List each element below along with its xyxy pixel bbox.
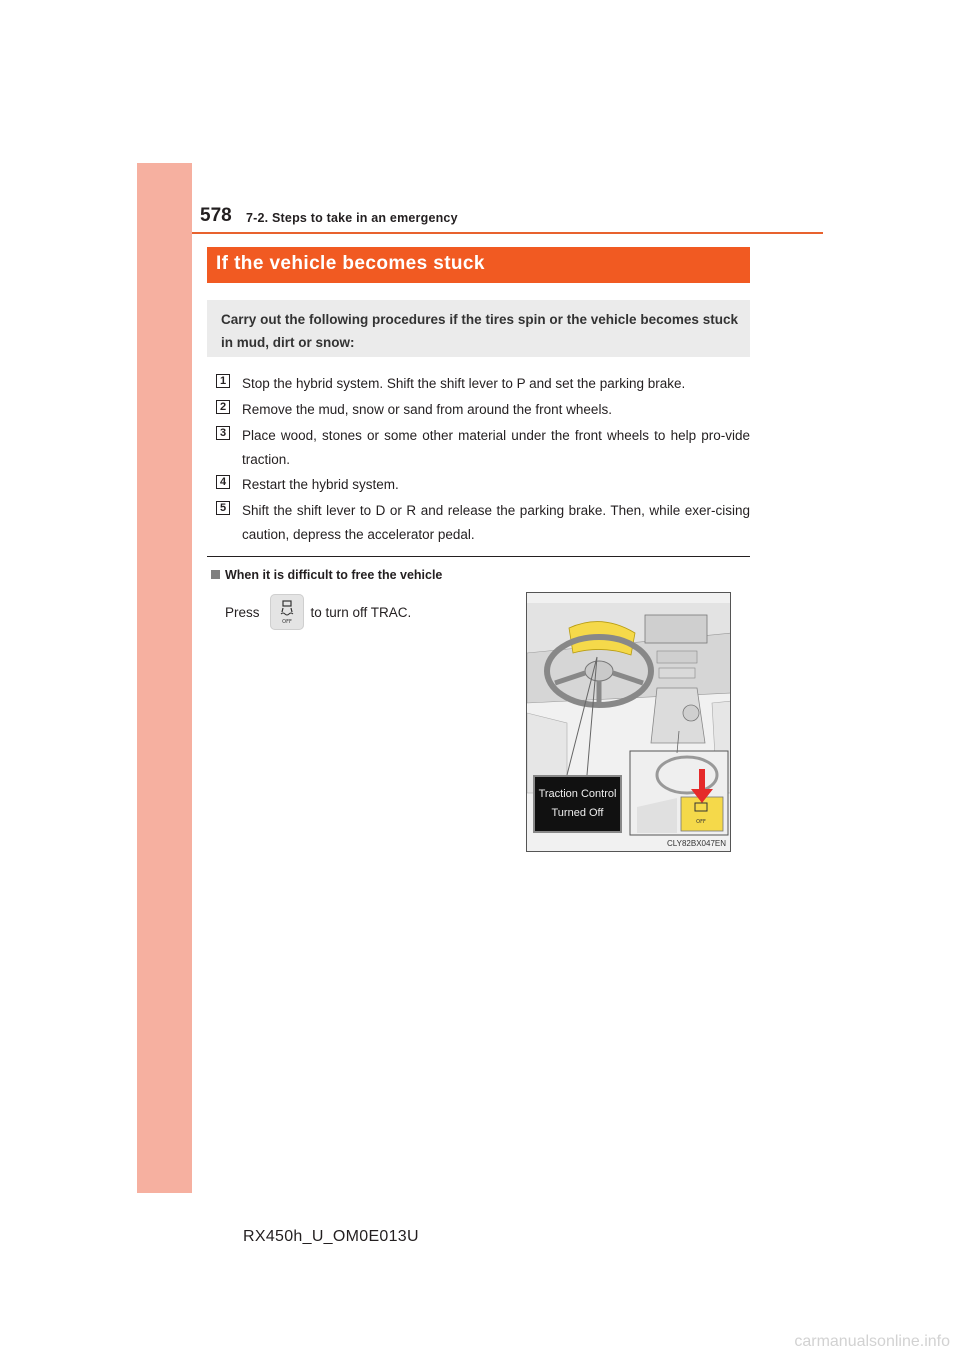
svg-text:OFF: OFF bbox=[696, 819, 706, 825]
press-instruction bbox=[225, 592, 411, 632]
step-number: 4 bbox=[216, 475, 230, 489]
header-rule bbox=[192, 232, 823, 234]
press-before-text: Press bbox=[225, 604, 260, 620]
step-number: 1 bbox=[216, 374, 230, 388]
step-text: Place wood, stones or some other material under the front wheels to help pro-vide traction. bbox=[242, 428, 750, 467]
svg-text:OFF: OFF bbox=[281, 619, 292, 625]
note-heading bbox=[211, 568, 442, 582]
step-number: 2 bbox=[216, 400, 230, 414]
section-title: 7-2. Steps to take in an emergency bbox=[246, 211, 458, 225]
figure-code: CLY82BX047EN bbox=[667, 839, 726, 848]
bullet-square-icon bbox=[211, 570, 220, 579]
title-bar bbox=[207, 247, 750, 283]
page-number: 578 bbox=[200, 205, 232, 226]
intro-box: Carry out the following procedures if the tires spin or the vehicle becomes stuck in mud, dirt or snow: bbox=[207, 300, 750, 357]
step-text: Shift the shift lever to D or R and release the parking brake. Then, while exer-cising caution, depress the accelerator pedal. bbox=[242, 503, 750, 542]
watermark: carmanualsonline.info bbox=[794, 1333, 950, 1350]
page-title: If the vehicle becomes stuck bbox=[216, 253, 485, 274]
step-number: 3 bbox=[216, 426, 230, 440]
traction-control-message bbox=[533, 775, 622, 833]
trac-off-icon bbox=[270, 594, 304, 630]
step-text: Stop the hybrid system. Shift the shift lever to P and set the parking brake. bbox=[242, 376, 686, 391]
step-number: 5 bbox=[216, 501, 230, 515]
step-text: Restart the hybrid system. bbox=[242, 477, 399, 492]
content-rule bbox=[207, 556, 750, 557]
note-heading-text: When it is difficult to free the vehicle bbox=[225, 568, 443, 582]
message-line-2: Turned Off bbox=[551, 807, 604, 819]
footer-model-code: RX450h_U_OM0E013U bbox=[243, 1228, 419, 1245]
step-text: Remove the mud, snow or sand from around the front wheels. bbox=[242, 402, 612, 417]
press-after-text: to turn off TRAC. bbox=[310, 604, 412, 620]
side-tab bbox=[137, 163, 192, 1193]
message-line-1: Traction Control bbox=[538, 788, 617, 800]
